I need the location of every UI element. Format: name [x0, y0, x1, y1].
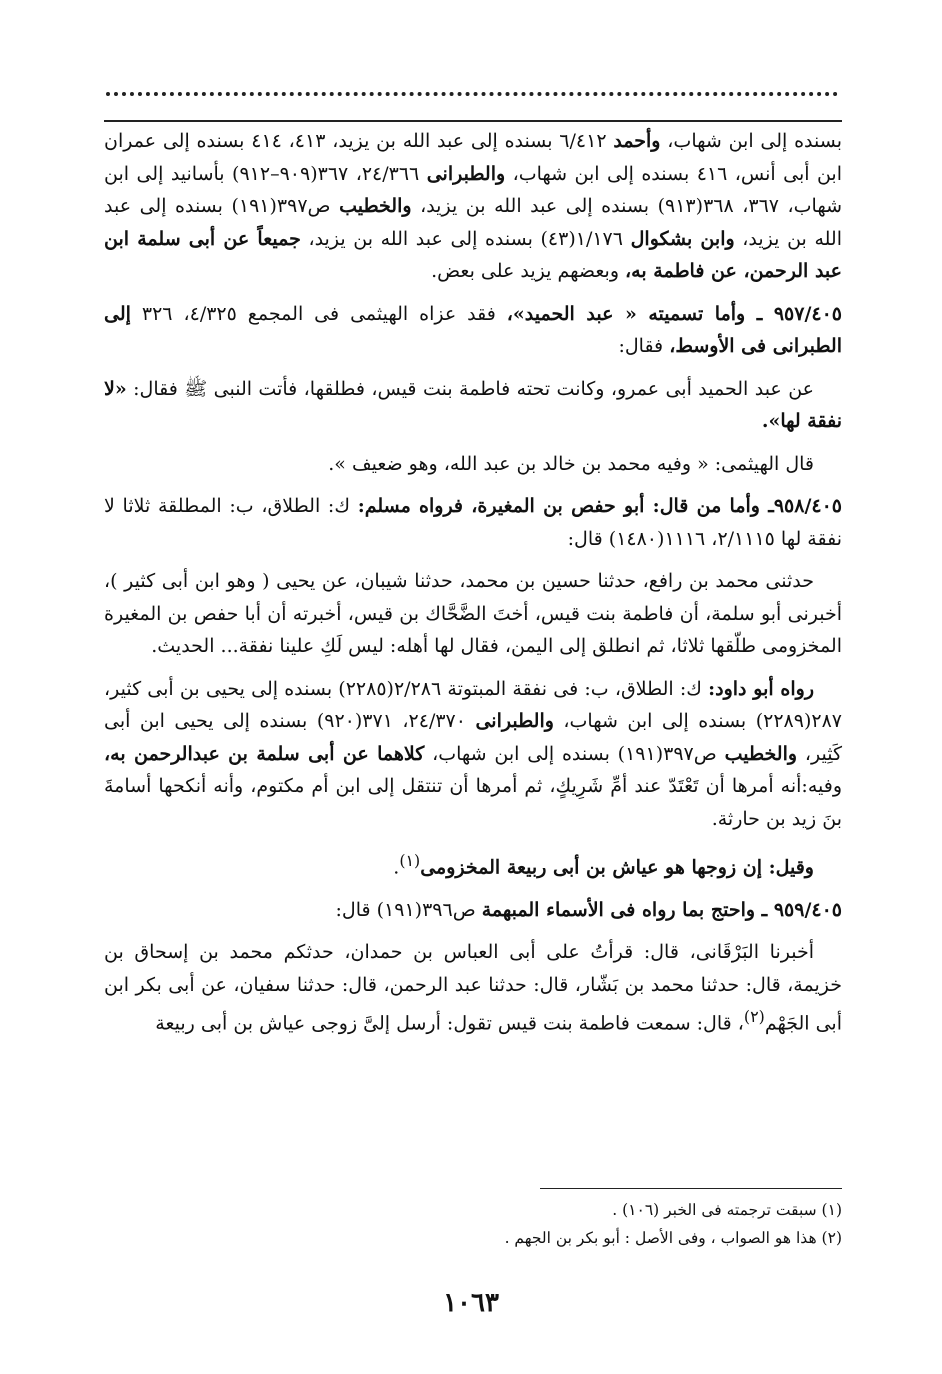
footnote-ref: (١) [399, 851, 421, 870]
paragraph-2 [104, 298, 842, 363]
paragraph-9 [104, 894, 842, 927]
page-number: ١٠٦٣ [443, 1288, 499, 1318]
paragraph-5 [104, 490, 842, 555]
bold-run: ٩٥٨/٤٠٥ـ وأما من قال: أبو حفص بن المغيرة، فرواه مسلم: [357, 495, 842, 517]
header-dotted-rule [106, 92, 838, 96]
bold-run: وقيل: إن زوجها هو عياش بن أبى ربيعة المخزومى [420, 856, 814, 879]
bold-run: والخطيب [339, 195, 412, 217]
bold-run: إلى الطبرانى فى الأوسط، [104, 302, 842, 357]
text-run: ص٣٩٦(١٩١) قال: [335, 898, 482, 921]
text-run: ص٣٩٧(١٩١) بسنده إلى عبد الله بن يزيد، [104, 195, 842, 250]
paragraph-6 [104, 565, 842, 663]
footnote-separator [540, 1188, 842, 1189]
bold-run: «لا نفقة لها». [104, 377, 842, 432]
text-run: فقد عزاه الهيثمى فى المجمع ٤/٣٢٥، ٣٢٦ [130, 302, 507, 325]
bold-run: والطبرانى [475, 710, 554, 732]
bold-run: جميعاً عن أبى سلمة ابن عبد الرحمن، عن فاطمة به، [104, 227, 842, 282]
footnote-2: (٢) هذا هو الصواب ، وفى الأصل : أبو بكر بن الجهم . [504, 1229, 842, 1247]
paragraph-4 [104, 448, 842, 481]
text-run: ك: الطلاق، ب: فى نفقة المبتوتة ٢/٢٨٦(٢٢٨٥) بسنده إلى يحيى بن أبى كثير، ٢٨٧(٢٢٨٩) بسنده إلى ابن شهاب، [104, 677, 842, 732]
paragraph-1 [104, 125, 842, 288]
bold-run: رواه أبو داود: [708, 677, 814, 700]
text-run: فقال: [618, 335, 670, 357]
text-run: بسنده إلى ابن شهاب، [660, 130, 842, 152]
bold-run: وأحمد [613, 130, 661, 152]
text-run: ص٣٩٧(١٩١) بسنده إلى ابن شهاب، [424, 742, 725, 765]
paragraph-3 [104, 373, 842, 438]
text-run: ٢٤/٣٧٠، ٣٧١(٩٢٠) بسنده إلى يحيى ابن أبى كَثِير، [104, 710, 842, 765]
paragraph-10 [104, 936, 842, 1040]
footnote-ref: (٢) [743, 1007, 765, 1027]
text-run: ، قال: سمعت فاطمة بنت قيس تقول: أرسل إلىَّ زوجى عياش بن أبى ربيعة [155, 1012, 744, 1035]
bold-run: ٩٥٧/٤٠٥ ـ وأما تسميته « عبد الحميد»، [506, 302, 843, 325]
paragraph-7 [104, 673, 842, 836]
text-run: عن عبد الحميد أبى عمرو، وكانت تحته فاطمة بنت قيس، فطلقها، فأتت النبى ﷺ فقال: [126, 377, 814, 400]
bold-run: والخطيب [724, 742, 798, 765]
text-run: . [393, 856, 400, 879]
footnote-1: (١) سبقت ترجمته فى الخبر (١٠٦) . [612, 1201, 842, 1219]
text-run: ٦/٤١٢ بسنده إلى عبد الله بن يزيد، ٤١٣، ٤١٤ بسنده إلى عمران ابن أبى أنس، ٤١٦ بسنده إلى ابن شهاب، [104, 130, 843, 185]
header-solid-rule [104, 120, 842, 122]
text-run: وفيه:أنه أمرها أن تَعْتَدّ عند أمِّ شَرِيكٍ، ثم أمرها أن تنتقل إلى ابن أم مكتوم، وأنه أنكحها أسامةَ بنَ زيد بن حارثة. [104, 775, 842, 830]
text-run: أخبرنا البَرْقَانى، قال: قرأتُ على أبى العباس بن حمدان، حدثكم محمد بن إسحاق بن خزيمة، قال: حدثنا محمد بن بَشّار، قال: حدثنا عبد الرحمن، قال: حدثنا سفيان، عن أبى بكر ابن أبى الجَهْم [104, 941, 842, 1035]
bold-run: ٩٥٩/٤٠٥ ـ واحتج بما رواه فى الأسماء المبهمة [481, 898, 842, 921]
text-run: حدثنى محمد بن رافع، حدثنا حسين بن محمد، حدثنا شيبان، عن يحيى ( وهو ابن أبى كثير )، أخبرنى أبو سلمة، أن فاطمة بنت قيس، أختَ الضَّحَّاك بن قيس، أخبرته أن أبا حفص بن المغيرة المخزومى طلّقها ثلاثا، ثم انطلق إلى اليمن، فقال لها أهله: ليس لَكِ علينا نفقة... الحديث. [104, 570, 842, 657]
footnotes [104, 1196, 842, 1252]
text-run: وبعضهم يزيد على بعض. [431, 260, 626, 282]
bold-run: كلاهما عن أبى سلمة بن عبدالرحمن به، [104, 742, 425, 765]
bold-run: وابن بشكوال [630, 227, 735, 250]
main-text [104, 125, 842, 1050]
bold-run: والطبرانى [426, 162, 506, 185]
paragraph-8 [104, 845, 842, 884]
text-run: قال الهيثمى: « وفيه محمد بن خالد بن عبد الله، وهو ضعيف ». [328, 452, 814, 475]
text-run: ك: الطلاق، ب: المطلقة ثلاثا لا نفقة لها ٢/١١١٥، ١١١٦(١٤٨٠) قال: [104, 495, 842, 550]
text-run: ٢٤/٣٦٦، ٣٦٧(٩٠٩–٩١٢) بأسانيد إلى ابن شهاب، ٣٦٧، ٣٦٨(٩١٣) بسنده إلى عبد الله بن يزيد، [104, 162, 843, 217]
text-run: ١/١٧٦(٤٣) بسنده إلى عبد الله بن يزيد، [300, 227, 631, 250]
